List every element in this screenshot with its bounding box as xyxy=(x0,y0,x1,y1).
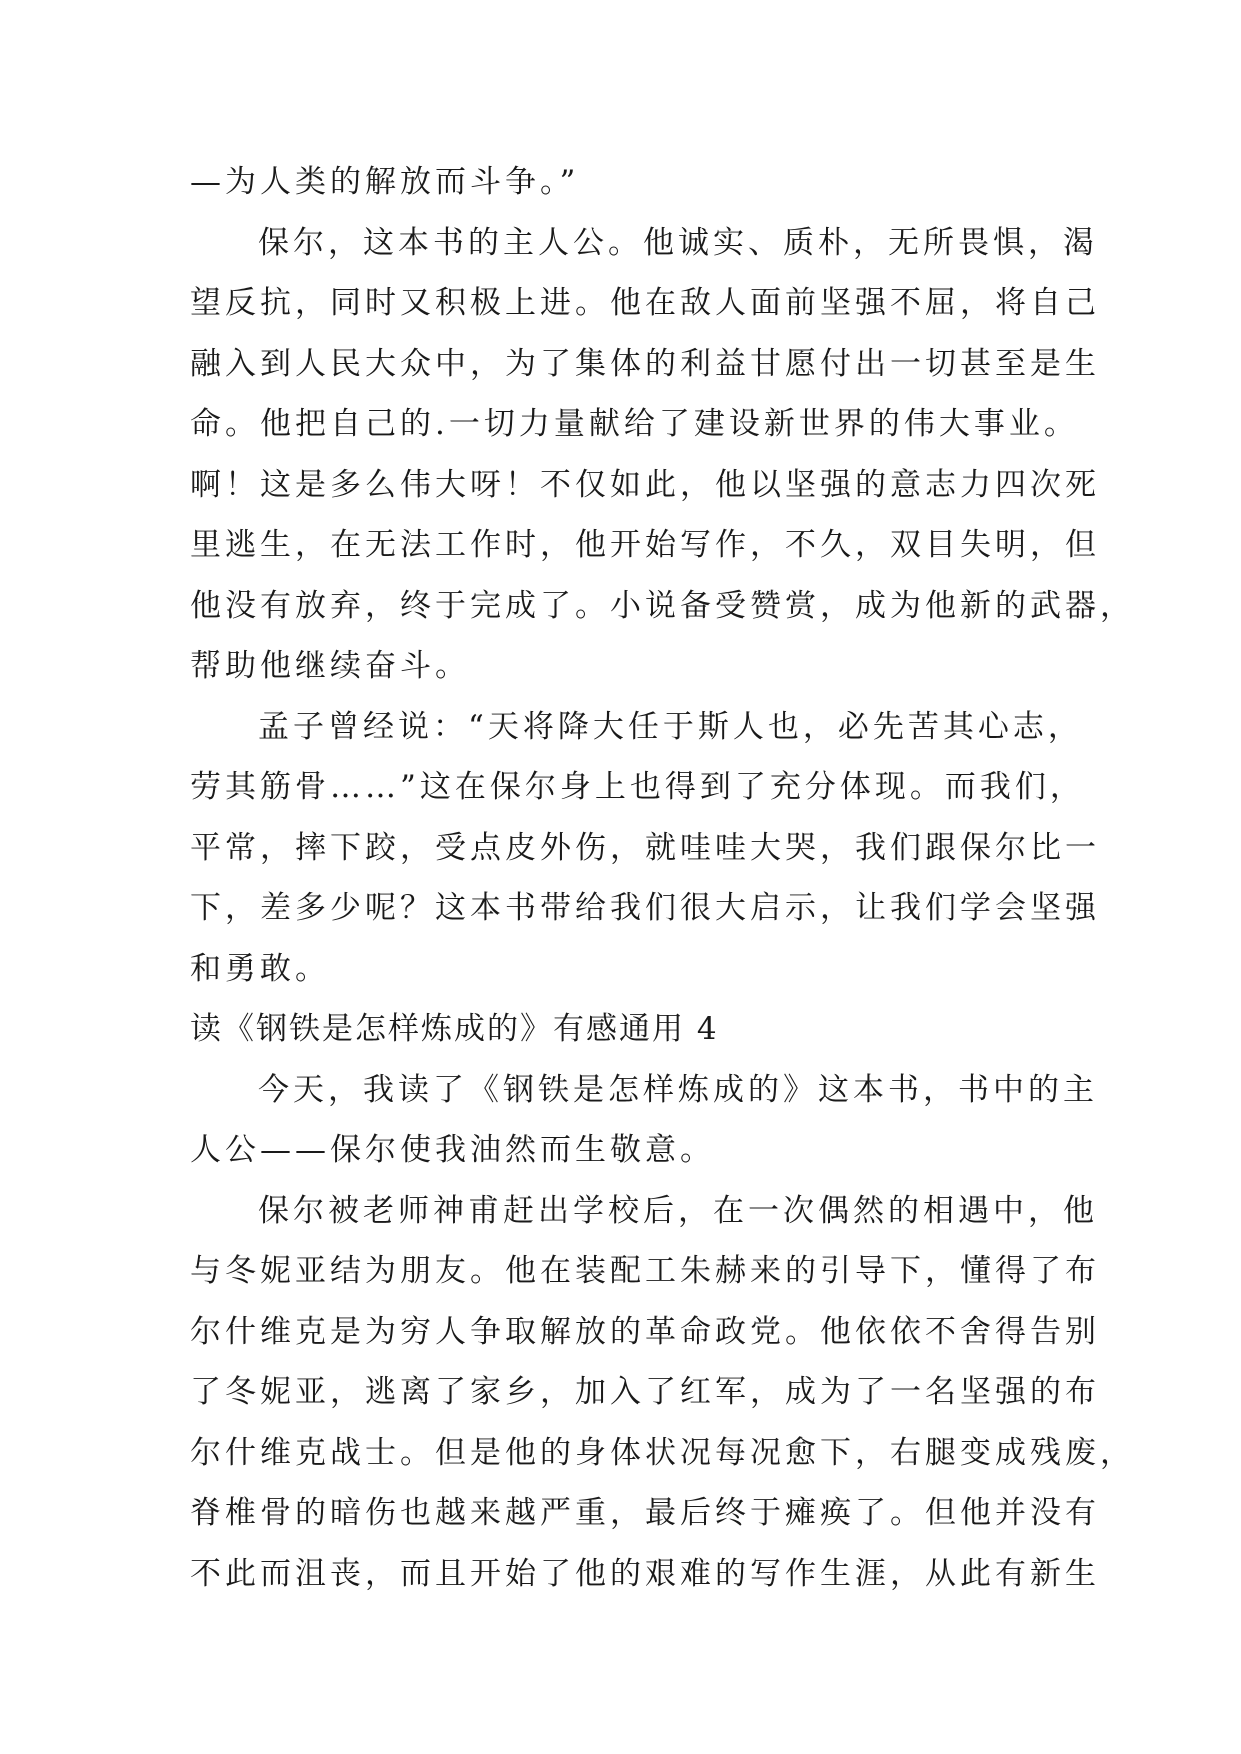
text-line: 不此而沮丧，而且开始了他的艰难的写作生涯，从此有新生 xyxy=(190,1555,1100,1592)
text-line: 他没有放弃，终于完成了。小说备受赞赏，成为他新的武器， xyxy=(190,587,1135,624)
paragraph-start-line: 保尔被老师神甫赶出学校后，在一次偶然的相遇中，他 xyxy=(258,1192,1098,1229)
section-heading: 读《钢铁是怎样炼成的》有感通用 4 xyxy=(190,1011,719,1047)
text-line: 下，差多少呢？这本书带给我们很大启示，让我们学会坚强 xyxy=(190,890,1100,926)
text-line: 帮助他继续奋斗。 xyxy=(190,648,470,684)
text-line: 与冬妮亚结为朋友。他在装配工朱赫来的引导下，懂得了布 xyxy=(190,1253,1100,1289)
text-line: 尔什维克是为穷人争取解放的革命政党。他依依不舍得告别 xyxy=(190,1313,1100,1350)
text-line: 啊！这是多么伟大呀！不仅如此，他以坚强的意志力四次死 xyxy=(190,466,1100,503)
text-line: —为人类的解放而斗争。” xyxy=(190,164,580,200)
paragraph-start-line: 孟子曾经说：“天将降大任于斯人也，必先苦其心志， xyxy=(258,708,1083,745)
text-line: 融入到人民大众中，为了集体的利益甘愿付出一切甚至是生 xyxy=(190,345,1100,382)
paragraph-start-line: 今天，我读了《钢铁是怎样炼成的》这本书，书中的主 xyxy=(258,1071,1098,1108)
text-line: 和勇敢。 xyxy=(190,950,330,987)
text-line: 望反抗，同时又积极上进。他在敌人面前坚强不屈，将自己 xyxy=(190,285,1100,321)
text-line: 平常，摔下跤，受点皮外伤，就哇哇大哭，我们跟保尔比一 xyxy=(190,829,1100,866)
text-line: 尔什维克战士。但是他的身体状况每况愈下，右腿变成残废， xyxy=(190,1434,1135,1471)
document-body xyxy=(190,152,1135,1604)
text-line: 劳其筋骨……”这在保尔身上也得到了充分体现。而我们， xyxy=(190,769,1085,805)
text-line: 脊椎骨的暗伤也越来越严重，最后终于瘫痪了。但他并没有 xyxy=(190,1495,1100,1531)
text-line: 人公——保尔使我油然而生敬意。 xyxy=(190,1132,715,1168)
text-line: 命。他把自己的.一切力量献给了建设新世界的伟大事业。 xyxy=(190,406,1079,442)
paragraph-start-line: 保尔，这本书的主人公。他诚实、质朴，无所畏惧，渴 xyxy=(258,224,1098,261)
text-line: 了冬妮亚，逃离了家乡，加入了红军，成为了一名坚强的布 xyxy=(190,1374,1100,1410)
text-line: 里逃生，在无法工作时，他开始写作，不久，双目失明，但 xyxy=(190,527,1100,563)
